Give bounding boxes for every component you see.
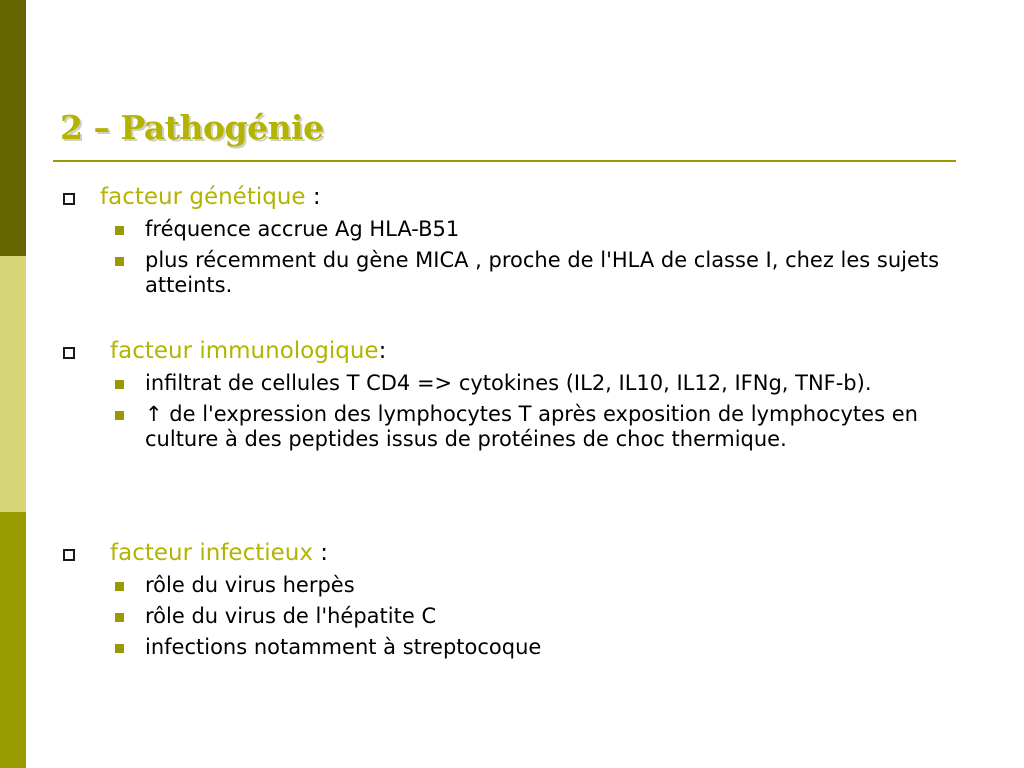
list-item bbox=[62, 635, 965, 660]
section-heading-row bbox=[62, 337, 965, 365]
list-item-text: plus récemment du gène MICA , proche de l'HLA de classe I, chez les sujets atteints. bbox=[145, 248, 940, 297]
section-heading: facteur génétique bbox=[100, 184, 306, 210]
section-heading: facteur immunologique bbox=[110, 338, 379, 364]
list-item-text: fréquence accrue Ag HLA-B51 bbox=[145, 217, 460, 241]
section-heading-row bbox=[62, 183, 965, 211]
list-item-text: infiltrat de cellules T CD4 => cytokines (IL2, IL10, IL12, IFNg, TNF-b). bbox=[145, 371, 872, 395]
section-genetic-factor bbox=[62, 183, 965, 298]
heading-separator: : bbox=[378, 338, 387, 364]
list-item bbox=[62, 248, 965, 298]
slide-title: 2 – Pathogénie bbox=[60, 108, 324, 147]
heading-separator: : bbox=[312, 540, 329, 566]
heading-separator: : bbox=[305, 184, 321, 210]
list-item-text: infections notamment à streptocoque bbox=[145, 635, 542, 659]
square-bullet-icon bbox=[115, 380, 124, 389]
square-bullet-icon bbox=[115, 257, 124, 266]
hollow-square-bullet-icon bbox=[63, 193, 75, 205]
sidebar-accent-bar bbox=[0, 0, 26, 768]
list-item bbox=[62, 371, 965, 396]
list-item-text: ↑ de l'expression des lymphocytes T après exposition de lymphocytes en culture à des peptides issus de protéines de choc thermique. bbox=[145, 402, 918, 451]
hollow-square-bullet-icon bbox=[63, 347, 75, 359]
list-item bbox=[62, 402, 965, 452]
sidebar-segment-light bbox=[0, 256, 26, 512]
list-item-text: rôle du virus de l'hépatite C bbox=[145, 604, 437, 628]
section-immunological-factor bbox=[62, 337, 965, 452]
section-heading-row bbox=[62, 539, 965, 567]
square-bullet-icon bbox=[115, 411, 124, 420]
square-bullet-icon bbox=[115, 644, 124, 653]
section-heading: facteur infectieux bbox=[110, 540, 313, 566]
title-divider bbox=[53, 160, 956, 162]
hollow-square-bullet-icon bbox=[63, 549, 75, 561]
square-bullet-icon bbox=[115, 613, 124, 622]
list-item-text: rôle du virus herpès bbox=[145, 573, 355, 597]
section-infectious-factor bbox=[62, 539, 965, 660]
list-item bbox=[62, 217, 965, 242]
list-item bbox=[62, 573, 965, 598]
sidebar-segment-dark bbox=[0, 0, 26, 256]
sidebar-segment-mid bbox=[0, 512, 26, 768]
square-bullet-icon bbox=[115, 226, 124, 235]
square-bullet-icon bbox=[115, 582, 124, 591]
list-item bbox=[62, 604, 965, 629]
